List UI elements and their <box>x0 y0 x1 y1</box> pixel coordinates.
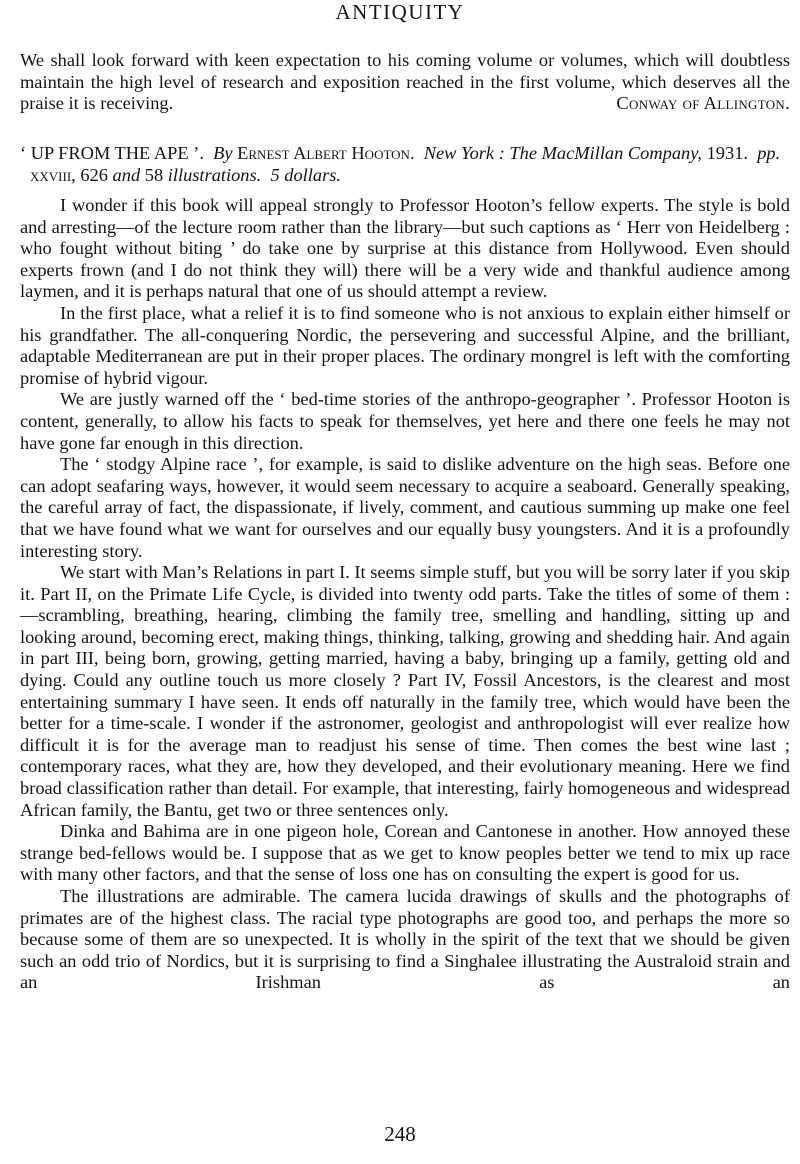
intro-text: We shall look forward with keen expectation to his coming volume or volumes, which will doubtless maintain the high level of research and exposition reached in the first volume, which deserves all the praise it is receiving. <box>20 50 790 114</box>
citation-line <box>0 143 790 186</box>
intro-block <box>20 50 790 115</box>
reviewer-signature: Conway of Allington. <box>616 93 790 114</box>
citation-and: and <box>112 164 141 185</box>
running-head: ANTIQUITY <box>335 0 465 24</box>
page-number: 248 <box>384 1122 416 1146</box>
review-paragraph-6: Dinka and Bahima are in one pigeon hole, Corean and Cantonese in another. How annoyed these strange bed-fellows would be. I suppose that as we get to know peoples better we tend to mix up race with many other factors, and that the sense of loss one has on consulting the expert is good for us. <box>20 821 790 885</box>
illustration-count: 58 <box>144 164 164 185</box>
review-paragraph-4: The ‘ stodgy Alpine race ’, for example, is said to dislike adventure on the high seas. Before one can adopt seafaring ways, however, it would seem necessary to acquire a seaboard. Generally speaking, the careful array of fact, the dispassionate, if lively, comment, and cautious summing up make one feel that we have found what we want for ourselves and our equally busy youngsters. And it is a profoundly interesting story. <box>20 454 790 561</box>
book-price: 5 dollars. <box>270 164 341 185</box>
review-paragraph-2: In the first place, what a relief it is to find someone who is not anxious to explain either himself or his grandfather. The all-conquering Nordic, the persevering and successful Alpine, and the brilliant, adaptable Mediterranean are put in their proper places. The ordinary mongrel is left with the comforting promise of hybrid vigour. <box>20 302 790 388</box>
book-citation <box>20 143 790 186</box>
review-paragraph-5: We start with Man’s Relations in part I. It seems simple stuff, but you will be sorry later if you skip it. Part II, on the Primate Life Cycle, is divided into twenty odd parts. Take the titles of some of them :—scrambling, breathing, hearing, climbing the family tree, smelling and handling, sitting up and looking around, becoming erect, making things, thinking, talking, growing and shedding hair. And again in part III, being born, growing, getting married, having a baby, bringing up a family, getting old and dying. Could any outline touch us more closely ? Part IV, Fossil Ancestors, is the clearest and most entertaining summary I have seen. It ends off naturally in the family tree, which would have been the better for a time-scale. I wonder if the astronomer, geologist and anthropologist will ever realize how difficult it is for the average man to readjust his sense of time. Then comes the best wine last ; contemporary races, what they are, how they developed, and their evolutionary meaning. Here we find broad classification rather than detail. For example, that interesting, fairly homogeneous and widespread African family, the Bantu, get two or three sentences only. <box>20 562 790 820</box>
book-title: ‘ UP FROM THE APE ’. <box>20 143 204 163</box>
intro-paragraph <box>20 50 790 115</box>
review-paragraph-7: The illustrations are admirable. The camera lucida drawings of skulls and the photographs of primates are of the highest class. The racial type photographs are good too, and perhaps the more so because some of them are so unexpected. It is wholly in the spirit of the text that we should be given such an odd trio of Nordics, but it is surprising to find a Singhalee illustrating the Australoid strain and an Irishman as an <box>20 886 790 993</box>
review-paragraph-1: I wonder if this book will appeal strongly to Professor Hooton’s fellow experts. The style is bold and arresting—of the lecture room rather than the library—but such captions as ‘ Herr von Heidelberg : who fought without biting ’ do take one by surprise at this distance from Hollywood. Even should experts frown (and I do not think they will) there will be a very wide and thankful audience among laymen, and it is perhaps natural that one of us should attempt a review. <box>20 195 790 302</box>
illustration-label: illustrations. <box>167 164 262 185</box>
book-year: 1931. <box>706 143 748 163</box>
citation-by: By <box>213 143 233 163</box>
book-author: Ernest Albert Hooton. <box>237 143 415 163</box>
pp-label: pp. <box>757 143 781 163</box>
review-paragraph-3: We are justly warned off the ‘ bed-time stories of the anthropo-geographer ’. Professor Hooton is content, generally, to allow his facts to speak for themselves, yet here and there one feels he may not have gone far enough in this direction. <box>20 389 790 453</box>
book-publisher: New York : The MacMillan Company, <box>423 143 702 163</box>
review-body <box>20 195 790 994</box>
book-pages: xxviii, 626 <box>30 164 108 185</box>
